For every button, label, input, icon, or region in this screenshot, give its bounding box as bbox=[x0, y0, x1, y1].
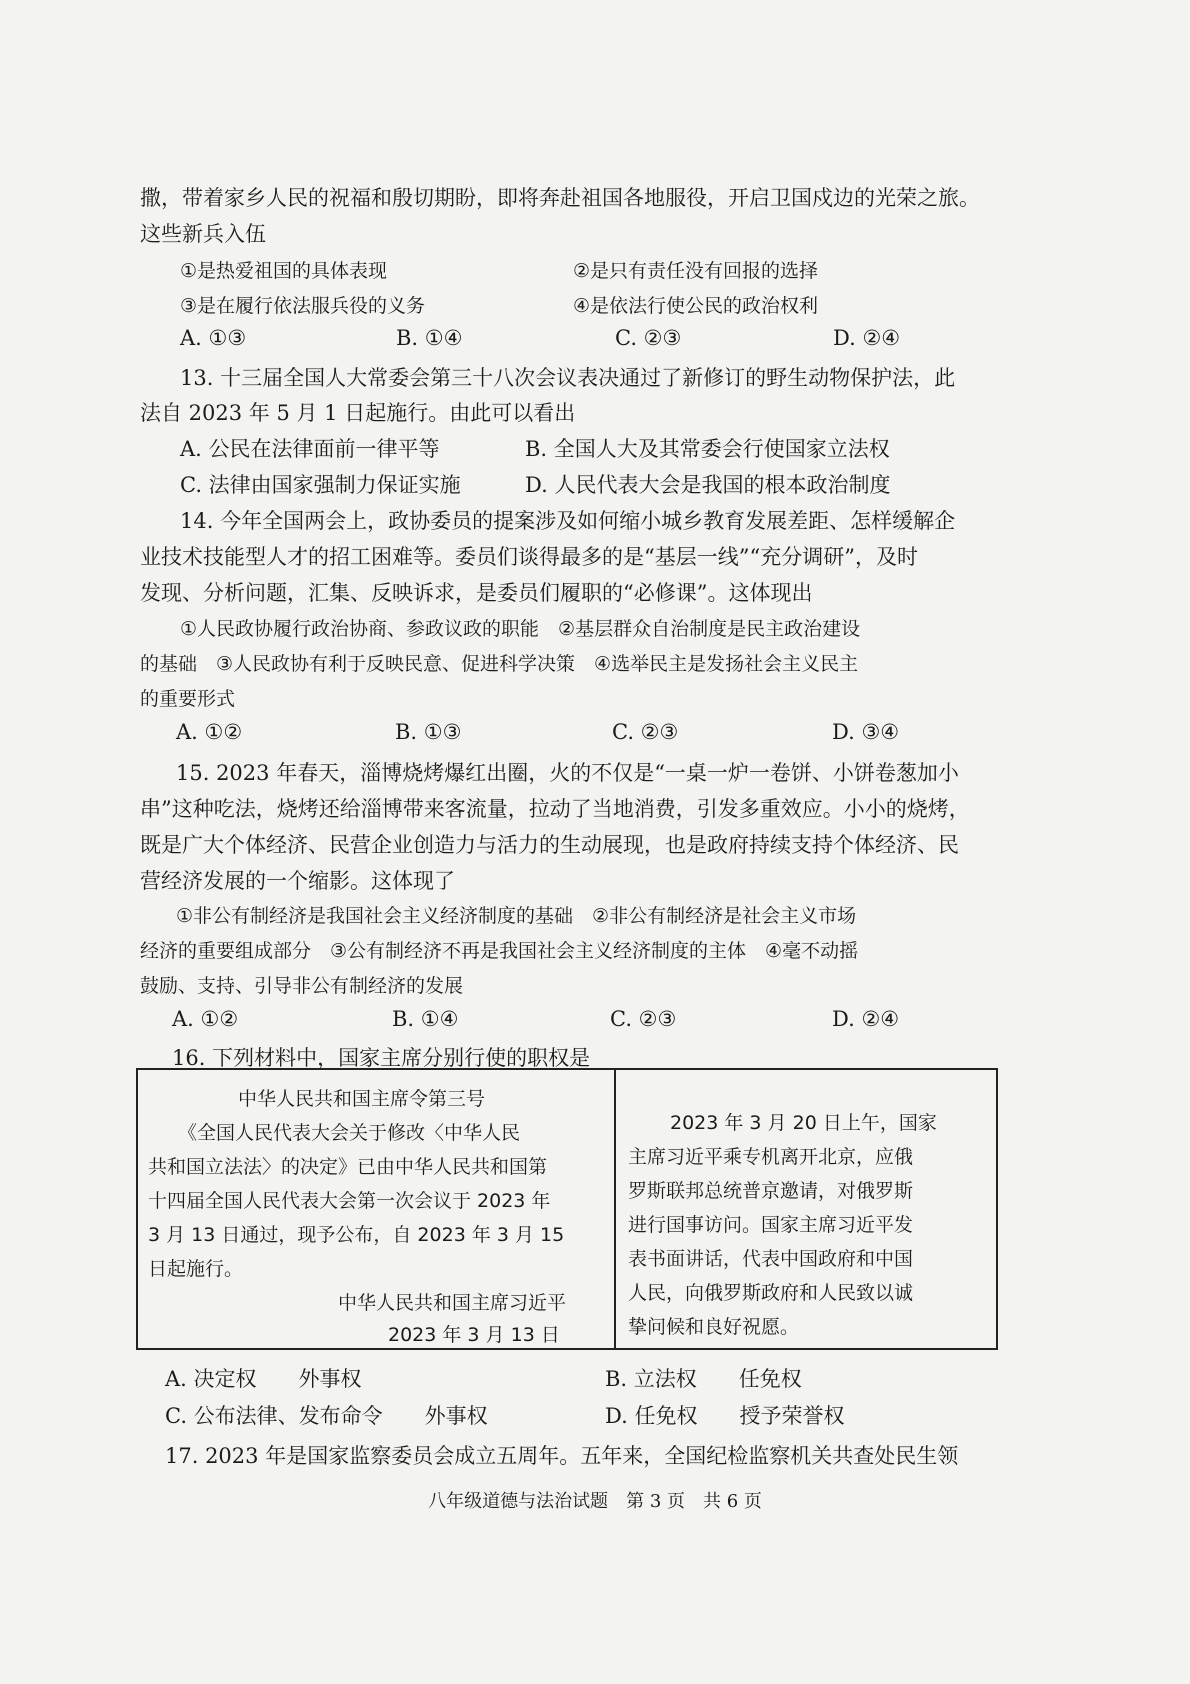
q13-stem: 13. 十三届全国人大常委会第三十八次会议表决通过了新修订的野生动物保护法，此 bbox=[180, 366, 956, 390]
q17-stem: 17. 2023 年是国家监察委员会成立五周年。五年来，全国纪检监察机关共查处民生领 bbox=[165, 1444, 959, 1468]
q16-material-table bbox=[136, 1068, 998, 1350]
visit-text: 进行国事访问。国家主席习近平发 bbox=[628, 1214, 914, 1236]
q16-option-a: A. 决定权 外事权 bbox=[165, 1367, 362, 1391]
q12-statement: ①是热爱祖国的具体表现 bbox=[180, 260, 388, 282]
visit-text: 人民，向俄罗斯政府和人民致以诚 bbox=[628, 1282, 914, 1304]
visit-text: 罗斯联邦总统普京邀请，对俄罗斯 bbox=[628, 1180, 914, 1202]
visit-text: 挚问候和良好祝愿。 bbox=[628, 1316, 800, 1338]
visit-text: 主席习近平乘专机离开北京，应俄 bbox=[628, 1146, 914, 1168]
q16-option-b: B. 立法权 任免权 bbox=[605, 1367, 802, 1391]
q15-stem: 15. 2023 年春天，淄博烧烤爆红出圈，火的不仅是“一桌一炉一卷饼、小饼卷葱加小 bbox=[176, 761, 959, 785]
q14-option-a: A. ①② bbox=[176, 720, 243, 744]
q12-statement: ②是只有责任没有回报的选择 bbox=[573, 260, 819, 282]
q12-statement: ④是依法行使公民的政治权利 bbox=[573, 295, 819, 317]
q15-stem: 既是广大个体经济、民营企业创造力与活力的生动展现，也是政府持续支持个体经济、民 bbox=[140, 833, 959, 857]
q14-statements: 的重要形式 bbox=[140, 688, 236, 710]
decree-date: 2023 年 3 月 13 日 bbox=[388, 1324, 560, 1346]
decree-text: 十四届全国人民代表大会第一次会议于 2023 年 bbox=[148, 1190, 551, 1212]
q15-stem: 串”这种吃法，烧烤还给淄博带来客流量，拉动了当地消费，引发多重效应。小小的烧烤， bbox=[140, 797, 970, 821]
table-divider bbox=[614, 1070, 616, 1348]
page-footer: 八年级道德与法治试题 第 3 页 共 6 页 bbox=[428, 1491, 762, 1512]
q12-text-line: 撒，带着家乡人民的祝福和殷切期盼，即将奔赴祖国各地服役，开启卫国戍边的光荣之旅。 bbox=[140, 186, 980, 210]
q16-option-c: C. 公布法律、发布命令 外事权 bbox=[165, 1404, 488, 1428]
q16-option-d: D. 任免权 授予荣誉权 bbox=[605, 1404, 845, 1428]
q12-option-c: C. ②③ bbox=[615, 326, 682, 350]
decree-signature: 中华人民共和国主席习近平 bbox=[338, 1292, 567, 1314]
q13-option-c: C. 法律由国家强制力保证实施 bbox=[180, 473, 461, 497]
q12-option-a: A. ①③ bbox=[180, 326, 247, 350]
decree-text: 日起施行。 bbox=[148, 1258, 244, 1280]
q15-stem: 营经济发展的一个缩影。这体现了 bbox=[140, 869, 455, 893]
q15-option-d: D. ②④ bbox=[832, 1007, 900, 1031]
q13-option-d: D. 人民代表大会是我国的根本政治制度 bbox=[525, 473, 891, 497]
decree-text: 3 月 13 日通过，现予公布，自 2023 年 3 月 15 bbox=[148, 1224, 565, 1246]
q14-option-b: B. ①③ bbox=[395, 720, 462, 744]
decree-text: 《全国人民代表大会关于修改〈中华人民 bbox=[178, 1122, 521, 1144]
visit-text: 表书面讲话，代表中国政府和中国 bbox=[628, 1248, 914, 1270]
q16-stem: 16. 下列材料中，国家主席分别行使的职权是 bbox=[172, 1046, 591, 1070]
q14-statements: ①人民政协履行政治协商、参政议政的职能 ②基层群众自治制度是民主政治建设 bbox=[180, 618, 861, 640]
q14-stem: 发现、分析问题，汇集、反映诉求，是委员们履职的“必修课”。这体现出 bbox=[140, 581, 813, 605]
q14-option-c: C. ②③ bbox=[612, 720, 679, 744]
q13-stem: 法自 2023 年 5 月 1 日起施行。由此可以看出 bbox=[140, 401, 576, 425]
q12-option-d: D. ②④ bbox=[833, 326, 901, 350]
visit-text: 2023 年 3 月 20 日上午，国家 bbox=[670, 1112, 937, 1134]
q15-statements: 经济的重要组成部分 ③公有制经济不再是我国社会主义经济制度的主体 ④毫不动摇 bbox=[140, 940, 859, 962]
q13-option-b: B. 全国人大及其常委会行使国家立法权 bbox=[525, 437, 890, 461]
q15-option-a: A. ①② bbox=[172, 1007, 239, 1031]
q15-statements: 鼓励、支持、引导非公有制经济的发展 bbox=[140, 975, 464, 997]
q14-statements: 的基础 ③人民政协有利于反映民意、促进科学决策 ④选举民主是发扬社会主义民主 bbox=[140, 653, 859, 675]
q13-option-a: A. 公民在法律面前一律平等 bbox=[180, 437, 440, 461]
decree-title: 中华人民共和国主席令第三号 bbox=[238, 1088, 486, 1110]
q15-statements: ①非公有制经济是我国社会主义经济制度的基础 ②非公有制经济是社会主义市场 bbox=[176, 905, 857, 927]
q15-option-b: B. ①④ bbox=[392, 1007, 459, 1031]
q14-stem: 业技术技能型人才的招工困难等。委员们谈得最多的是“基层一线”“充分调研”，及时 bbox=[140, 545, 918, 569]
q15-option-c: C. ②③ bbox=[610, 1007, 677, 1031]
q12-text-line: 这些新兵入伍 bbox=[140, 222, 266, 246]
q14-option-d: D. ③④ bbox=[832, 720, 900, 744]
q12-statement: ③是在履行依法服兵役的义务 bbox=[180, 295, 426, 317]
q12-option-b: B. ①④ bbox=[396, 326, 463, 350]
q14-stem: 14. 今年全国两会上，政协委员的提案涉及如何缩小城乡教育发展差距、怎样缓解企 bbox=[180, 509, 956, 533]
decree-text: 共和国立法法〉的决定》已由中华人民共和国第 bbox=[148, 1156, 548, 1178]
